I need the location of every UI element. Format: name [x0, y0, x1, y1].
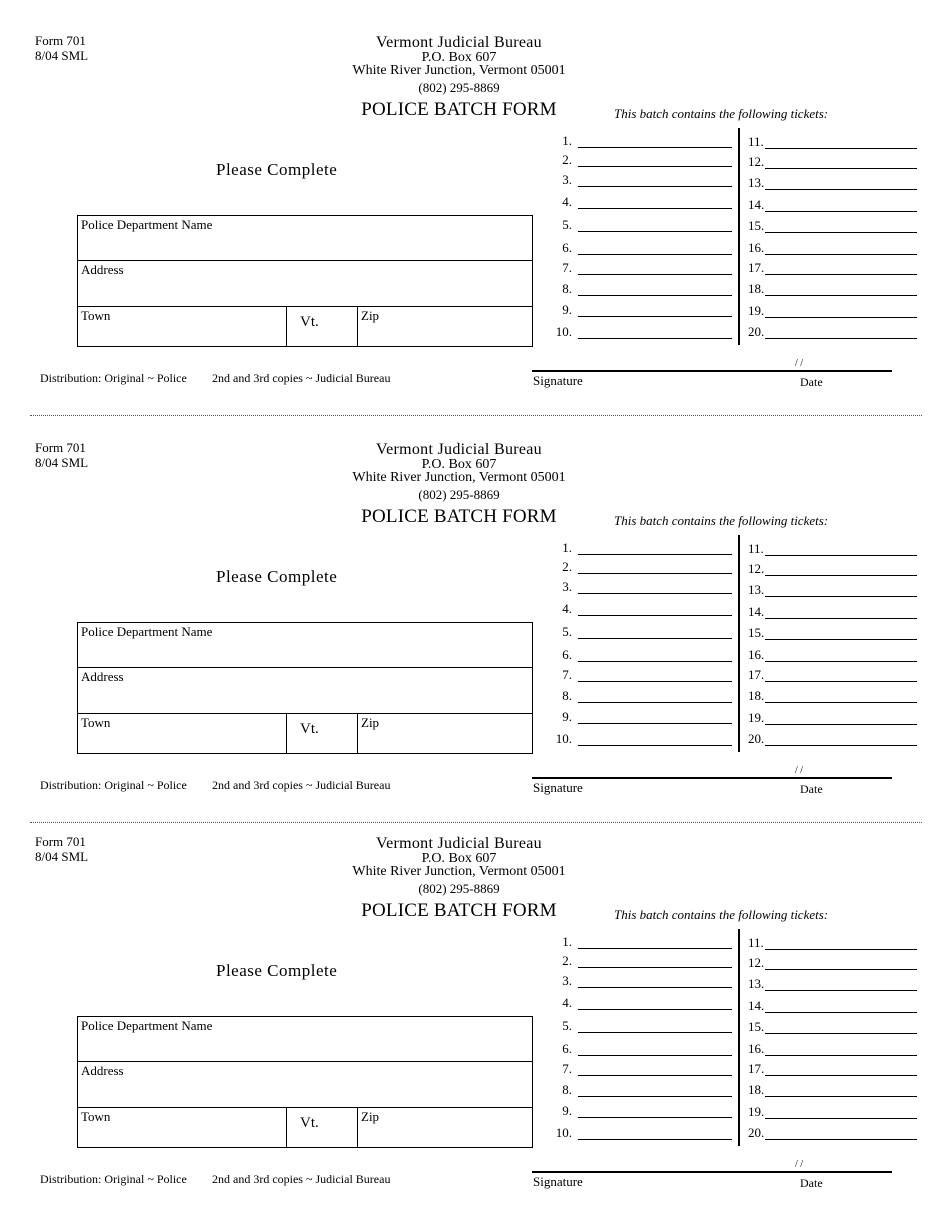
- department-name-field[interactable]: [78, 216, 532, 261]
- ticket-number: 17.: [748, 260, 765, 275]
- ticket-line[interactable]: [578, 702, 732, 704]
- batch-note: This batch contains the following tickets:: [614, 513, 829, 528]
- town-label: Town: [81, 308, 111, 323]
- ticket-line[interactable]: [578, 1096, 732, 1098]
- ticket-line[interactable]: [578, 338, 732, 340]
- state-label: Vt.: [300, 1115, 319, 1131]
- ticket-line[interactable]: [578, 593, 732, 595]
- state-label: Vt.: [300, 314, 319, 330]
- ticket-line[interactable]: [578, 723, 732, 725]
- form-title: POLICE BATCH FORM: [361, 506, 557, 527]
- form-number: Form 701: [35, 33, 86, 48]
- signature-label: Signature: [533, 780, 583, 795]
- police-batch-form: [0, 407, 950, 812]
- ticket-entry[interactable]: [748, 1103, 918, 1119]
- distribution-note: Distribution: Original ~ Police: [40, 371, 187, 385]
- ticket-entry[interactable]: [562, 171, 732, 187]
- ticket-line[interactable]: [765, 724, 917, 726]
- ticket-entry[interactable]: [748, 1040, 918, 1056]
- ticket-entry[interactable]: [555, 730, 732, 746]
- ticket-number: 16.: [748, 240, 765, 255]
- department-info-box: [77, 1016, 533, 1148]
- ticket-line[interactable]: [578, 1075, 732, 1077]
- ticket-number: 7.: [562, 1061, 572, 1076]
- distribution-note: Distribution: Original ~ Police: [40, 1172, 187, 1186]
- ticket-entry[interactable]: [562, 132, 732, 148]
- ticket-entry[interactable]: [562, 1102, 732, 1118]
- ticket-number: 3.: [562, 579, 572, 594]
- department-name-label: Police Department Name: [81, 217, 213, 232]
- ticket-line[interactable]: [765, 1075, 917, 1077]
- ticket-number: 20.: [748, 731, 765, 746]
- po-box: P.O. Box 607: [421, 851, 497, 866]
- ticket-number: 11.: [748, 935, 764, 950]
- ticket-entry[interactable]: [562, 666, 732, 682]
- address-label: Address: [81, 1063, 124, 1078]
- form-title: POLICE BATCH FORM: [361, 99, 557, 120]
- ticket-line[interactable]: [765, 681, 917, 683]
- form-revision: 8/04 SML: [35, 48, 89, 63]
- ticket-line[interactable]: [765, 211, 917, 213]
- department-name-field[interactable]: [78, 623, 532, 668]
- ticket-entry[interactable]: [562, 1040, 732, 1056]
- ticket-line[interactable]: [578, 638, 732, 640]
- ticket-line[interactable]: [765, 990, 917, 992]
- town-field[interactable]: [78, 1108, 287, 1147]
- please-complete: Please Complete: [216, 160, 338, 179]
- ticket-entry[interactable]: [562, 687, 732, 703]
- signature-label: Signature: [533, 1174, 583, 1189]
- ticket-entry[interactable]: [555, 1124, 732, 1140]
- city-state: White River Junction, Vermont 05001: [352, 470, 566, 485]
- ticket-line[interactable]: [578, 967, 732, 969]
- ticket-number: 20.: [748, 324, 765, 339]
- date-label: Date: [800, 375, 823, 389]
- ticket-entry[interactable]: [748, 624, 918, 640]
- signature-line[interactable]: [532, 370, 892, 372]
- ticket-line[interactable]: [765, 232, 917, 234]
- ticket-entry[interactable]: [748, 997, 918, 1013]
- ticket-line[interactable]: [578, 1032, 732, 1034]
- ticket-number: 17.: [748, 1061, 765, 1076]
- ticket-number: 4.: [562, 601, 572, 616]
- ticket-line[interactable]: [578, 208, 732, 210]
- copies-note: 2nd and 3rd copies ~ Judicial Bureau: [212, 371, 391, 385]
- ticket-line[interactable]: [578, 661, 732, 663]
- date-slashes: / /: [795, 765, 804, 776]
- address-field[interactable]: [78, 668, 532, 714]
- ticket-line[interactable]: [765, 338, 917, 340]
- signature-line[interactable]: [532, 777, 892, 779]
- ticket-line[interactable]: [578, 987, 732, 989]
- ticket-line[interactable]: [765, 317, 917, 319]
- ticket-entry[interactable]: [562, 558, 732, 574]
- ticket-number: 18.: [748, 1082, 765, 1097]
- ticket-number: 1.: [562, 934, 572, 949]
- ticket-number: 11.: [748, 134, 764, 149]
- ticket-entry[interactable]: [748, 280, 918, 296]
- ticket-entry[interactable]: [562, 1060, 732, 1076]
- ticket-line[interactable]: [578, 254, 732, 256]
- ticket-number: 17.: [748, 667, 765, 682]
- ticket-line[interactable]: [578, 681, 732, 683]
- ticket-number: 13.: [748, 582, 765, 597]
- ticket-entry[interactable]: [562, 280, 732, 296]
- ticket-number: 14.: [748, 197, 765, 212]
- ticket-number: 5.: [562, 1018, 572, 1033]
- ticket-number: 10.: [555, 1125, 572, 1140]
- ticket-line[interactable]: [578, 573, 732, 575]
- town-state-zip-row: [78, 1108, 532, 1147]
- ticket-number: 1.: [562, 133, 572, 148]
- please-complete: Please Complete: [216, 567, 338, 586]
- ticket-entry[interactable]: [562, 646, 732, 662]
- ticket-line[interactable]: [765, 189, 917, 191]
- ticket-line[interactable]: [765, 295, 917, 297]
- ticket-entry[interactable]: [562, 193, 732, 209]
- zip-label: Zip: [361, 1109, 380, 1124]
- po-box: P.O. Box 607: [421, 50, 497, 65]
- ticket-number: 1.: [562, 540, 572, 555]
- ticket-line[interactable]: [578, 295, 732, 297]
- department-name-label: Police Department Name: [81, 1018, 213, 1033]
- ticket-line[interactable]: [765, 148, 917, 150]
- ticket-entry[interactable]: [562, 933, 732, 949]
- ticket-line[interactable]: [765, 254, 917, 256]
- town-label: Town: [81, 715, 111, 730]
- zip-field[interactable]: [358, 1108, 532, 1147]
- ticket-line[interactable]: [578, 1139, 732, 1141]
- date-label: Date: [800, 782, 823, 796]
- ticket-entry[interactable]: [748, 196, 918, 212]
- town-field[interactable]: [78, 307, 287, 346]
- ticket-number: 6.: [562, 1041, 572, 1056]
- form-number: Form 701: [35, 440, 86, 455]
- ticket-number: 19.: [748, 1104, 765, 1119]
- ticket-number: 16.: [748, 647, 765, 662]
- ticket-entry[interactable]: [562, 994, 732, 1010]
- ticket-number: 12.: [748, 955, 765, 970]
- ticket-number: 12.: [748, 561, 765, 576]
- ticket-number: 9.: [562, 302, 572, 317]
- ticket-number: 5.: [562, 217, 572, 232]
- ticket-line[interactable]: [578, 554, 732, 556]
- ticket-entry[interactable]: [748, 1018, 918, 1034]
- phone: (802) 295-8869: [418, 487, 500, 502]
- ticket-entry[interactable]: [748, 1081, 918, 1097]
- copies-note: 2nd and 3rd copies ~ Judicial Bureau: [212, 1172, 391, 1186]
- ticket-column-divider: [738, 929, 740, 1146]
- ticket-number: 16.: [748, 1041, 765, 1056]
- ticket-line[interactable]: [578, 948, 732, 950]
- ticket-line[interactable]: [578, 147, 732, 149]
- ticket-entry[interactable]: [562, 216, 732, 232]
- ticket-entry[interactable]: [748, 174, 918, 190]
- ticket-entry[interactable]: [748, 666, 918, 682]
- form-title: POLICE BATCH FORM: [361, 900, 557, 921]
- town-state-zip-row: [78, 307, 532, 346]
- ticket-line[interactable]: [765, 639, 917, 641]
- ticket-number: 15.: [748, 625, 765, 640]
- ticket-entry[interactable]: [748, 1060, 918, 1076]
- ticket-line[interactable]: [765, 702, 917, 704]
- ticket-column-divider: [738, 128, 740, 345]
- ticket-entry[interactable]: [748, 581, 918, 597]
- ticket-number: 19.: [748, 303, 765, 318]
- ticket-number: 7.: [562, 260, 572, 275]
- ticket-entry[interactable]: [555, 323, 732, 339]
- ticket-entry[interactable]: [562, 239, 732, 255]
- ticket-entry[interactable]: [748, 217, 918, 233]
- ticket-line[interactable]: [578, 316, 732, 318]
- ticket-entry[interactable]: [748, 540, 918, 556]
- address-field[interactable]: [78, 1062, 532, 1108]
- state-label: Vt.: [300, 721, 319, 737]
- address-field[interactable]: [78, 261, 532, 307]
- ticket-number: 8.: [562, 1082, 572, 1097]
- ticket-number: 10.: [555, 324, 572, 339]
- department-name-label: Police Department Name: [81, 624, 213, 639]
- ticket-number: 10.: [555, 731, 572, 746]
- signature-label: Signature: [533, 373, 583, 388]
- ticket-number: 9.: [562, 1103, 572, 1118]
- ticket-line[interactable]: [765, 969, 917, 971]
- ticket-entry[interactable]: [748, 560, 918, 576]
- ticket-entry[interactable]: [748, 975, 918, 991]
- ticket-number: 5.: [562, 624, 572, 639]
- date-slashes: / /: [795, 358, 804, 369]
- ticket-number: 8.: [562, 688, 572, 703]
- ticket-line[interactable]: [765, 168, 917, 170]
- state-cell: [287, 307, 358, 346]
- ticket-line[interactable]: [578, 745, 732, 747]
- ticket-number: 7.: [562, 667, 572, 682]
- please-complete: Please Complete: [216, 961, 338, 980]
- ticket-number: 13.: [748, 976, 765, 991]
- ticket-number: 2.: [562, 559, 572, 574]
- ticket-number: 19.: [748, 710, 765, 725]
- ticket-line[interactable]: [765, 575, 917, 577]
- department-info-box: [77, 622, 533, 754]
- ticket-entry[interactable]: [748, 239, 918, 255]
- city-state: White River Junction, Vermont 05001: [352, 864, 566, 879]
- distribution-note: Distribution: Original ~ Police: [40, 778, 187, 792]
- ticket-number: 14.: [748, 604, 765, 619]
- ticket-entry[interactable]: [562, 708, 732, 724]
- zip-field[interactable]: [358, 307, 532, 346]
- ticket-entry[interactable]: [562, 600, 732, 616]
- ticket-line[interactable]: [765, 1139, 917, 1141]
- address-label: Address: [81, 262, 124, 277]
- ticket-number: 14.: [748, 998, 765, 1013]
- ticket-line[interactable]: [578, 1009, 732, 1011]
- phone: (802) 295-8869: [418, 881, 500, 896]
- ticket-line[interactable]: [765, 1033, 917, 1035]
- department-info-box: [77, 215, 533, 347]
- ticket-number: 15.: [748, 1019, 765, 1034]
- ticket-line[interactable]: [578, 615, 732, 617]
- org-name: Vermont Judicial Bureau: [376, 835, 542, 852]
- form-number: Form 701: [35, 834, 86, 849]
- ticket-line[interactable]: [765, 661, 917, 663]
- ticket-entry[interactable]: [562, 972, 732, 988]
- batch-note: This batch contains the following tickets:: [614, 106, 829, 121]
- police-batch-form: [0, 801, 950, 1206]
- ticket-line[interactable]: [765, 596, 917, 598]
- ticket-entry[interactable]: [748, 302, 918, 318]
- ticket-line[interactable]: [765, 274, 917, 276]
- ticket-line[interactable]: [765, 1055, 917, 1057]
- signature-line[interactable]: [532, 1171, 892, 1173]
- ticket-entry[interactable]: [748, 323, 918, 339]
- address-label: Address: [81, 669, 124, 684]
- ticket-number: 13.: [748, 175, 765, 190]
- ticket-number: 18.: [748, 281, 765, 296]
- ticket-line[interactable]: [765, 745, 917, 747]
- form-revision: 8/04 SML: [35, 455, 89, 470]
- zip-field[interactable]: [358, 714, 532, 753]
- ticket-entry[interactable]: [748, 687, 918, 703]
- ticket-number: 15.: [748, 218, 765, 233]
- ticket-line[interactable]: [578, 274, 732, 276]
- date-label: Date: [800, 1176, 823, 1190]
- ticket-entry[interactable]: [562, 301, 732, 317]
- org-name: Vermont Judicial Bureau: [376, 34, 542, 51]
- ticket-number: 20.: [748, 1125, 765, 1140]
- ticket-number: 2.: [562, 152, 572, 167]
- ticket-entry[interactable]: [748, 603, 918, 619]
- ticket-number: 9.: [562, 709, 572, 724]
- ticket-number: 11.: [748, 541, 764, 556]
- ticket-line[interactable]: [765, 618, 917, 620]
- ticket-entry[interactable]: [562, 259, 732, 275]
- police-batch-form: [0, 0, 950, 405]
- ticket-line[interactable]: [765, 1118, 917, 1120]
- ticket-entry[interactable]: [748, 1124, 918, 1140]
- phone: (802) 295-8869: [418, 80, 500, 95]
- ticket-number: 2.: [562, 953, 572, 968]
- ticket-number: 18.: [748, 688, 765, 703]
- department-name-field[interactable]: [78, 1017, 532, 1062]
- ticket-entry[interactable]: [562, 151, 732, 167]
- zip-label: Zip: [361, 715, 380, 730]
- ticket-number: 3.: [562, 973, 572, 988]
- ticket-entry[interactable]: [748, 730, 918, 746]
- ticket-line[interactable]: [578, 1055, 732, 1057]
- ticket-number: 6.: [562, 240, 572, 255]
- ticket-entry[interactable]: [562, 578, 732, 594]
- ticket-line[interactable]: [765, 949, 917, 951]
- town-state-zip-row: [78, 714, 532, 753]
- ticket-column-divider: [738, 535, 740, 752]
- ticket-line[interactable]: [578, 166, 732, 168]
- ticket-entry[interactable]: [748, 954, 918, 970]
- ticket-line[interactable]: [765, 1096, 917, 1098]
- ticket-entry[interactable]: [748, 153, 918, 169]
- town-field[interactable]: [78, 714, 287, 753]
- ticket-entry[interactable]: [562, 1081, 732, 1097]
- state-cell: [287, 714, 358, 753]
- ticket-entry[interactable]: [562, 1017, 732, 1033]
- ticket-entry[interactable]: [748, 133, 918, 149]
- ticket-number: 12.: [748, 154, 765, 169]
- ticket-number: 3.: [562, 172, 572, 187]
- state-cell: [287, 1108, 358, 1147]
- ticket-entry[interactable]: [748, 934, 918, 950]
- ticket-entry[interactable]: [562, 952, 732, 968]
- ticket-line[interactable]: [578, 231, 732, 233]
- po-box: P.O. Box 607: [421, 457, 497, 472]
- ticket-entry[interactable]: [748, 646, 918, 662]
- date-slashes: / /: [795, 1159, 804, 1170]
- ticket-line[interactable]: [578, 1117, 732, 1119]
- ticket-entry[interactable]: [562, 623, 732, 639]
- ticket-entry[interactable]: [748, 259, 918, 275]
- form-revision: 8/04 SML: [35, 849, 89, 864]
- town-label: Town: [81, 1109, 111, 1124]
- ticket-entry[interactable]: [748, 709, 918, 725]
- zip-label: Zip: [361, 308, 380, 323]
- copies-note: 2nd and 3rd copies ~ Judicial Bureau: [212, 778, 391, 792]
- ticket-number: 4.: [562, 995, 572, 1010]
- ticket-number: 8.: [562, 281, 572, 296]
- batch-note: This batch contains the following tickets:: [614, 907, 829, 922]
- ticket-number: 4.: [562, 194, 572, 209]
- ticket-number: 6.: [562, 647, 572, 662]
- ticket-entry[interactable]: [562, 539, 732, 555]
- city-state: White River Junction, Vermont 05001: [352, 63, 566, 78]
- org-name: Vermont Judicial Bureau: [376, 441, 542, 458]
- ticket-line[interactable]: [578, 186, 732, 188]
- ticket-line[interactable]: [765, 1012, 917, 1014]
- ticket-line[interactable]: [765, 555, 917, 557]
